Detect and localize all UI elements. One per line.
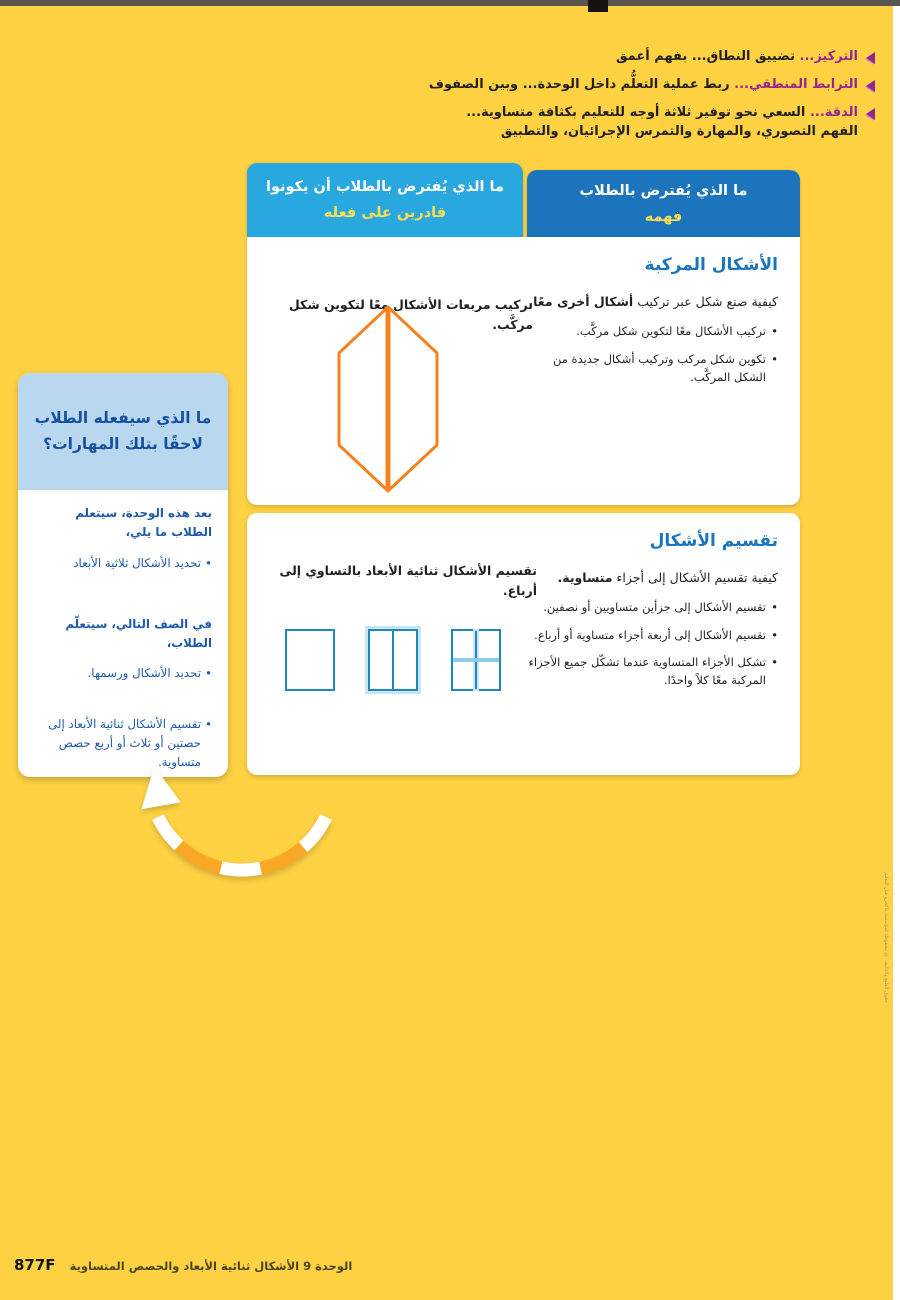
page-right-margin <box>893 6 900 1300</box>
curved-arrow-icon <box>112 760 352 895</box>
square-quarters-figure <box>451 629 501 691</box>
list-item: • تحديد الأشكال ثلاثية الأبعاد <box>34 554 212 573</box>
sidebar-body <box>18 490 228 772</box>
list-item: • تركيب الأشكال معًا لتكوين شكل مركَّب. <box>526 322 778 340</box>
top-edge-bar <box>0 0 900 6</box>
section-bullets <box>526 322 778 386</box>
header-what-students-can-do <box>247 163 523 237</box>
section-bullets <box>526 598 778 690</box>
section-title: تقسيم الأشكال <box>649 531 778 551</box>
partition-squares-figure <box>285 629 501 691</box>
square-halves-figure <box>368 629 418 691</box>
list-item: • تقسيم الأشكال ثنائية الأبعاد إلى حصتين أو ثلاث أو أربع حصص متساوية. <box>34 715 212 772</box>
bullet-text <box>616 48 858 67</box>
unit-title: الوحدة 9 الأشكال ثنائية الأبعاد والحصص المتساوية <box>69 1259 353 1273</box>
list-item <box>275 48 875 67</box>
intro-text: كيفية صنع شكل عبر تركيب <box>633 294 778 309</box>
header-line: ما الذي يُفترض بالطلاب <box>579 183 748 199</box>
list-item: • تقسيم الأشكال إلى جزأين متساويين أو نصفين. <box>526 598 778 616</box>
list-item <box>275 104 875 142</box>
bullet-triangle-icon <box>866 52 875 64</box>
bullet-body: ربط عملية التعلُّم داخل الوحدة... وبين الصفوف <box>428 76 730 92</box>
square-whole-figure <box>285 629 335 691</box>
partition-understand-column <box>526 531 778 699</box>
top-edge-tab <box>588 0 608 12</box>
hexagon-svg <box>333 303 443 495</box>
list-item <box>275 76 875 95</box>
bullet-keyword: التركيز... <box>799 49 858 64</box>
header-line: ما الذي يُفترض بالطلاب أن يكونوا <box>266 179 504 195</box>
bullet-keyword: الدقة... <box>809 104 858 120</box>
vertical-copyright-text: حقوق الطبع والتأليف © محفوظة لمؤسسة ماكجرو هيل للتعليم <box>883 872 889 1004</box>
sidebar-future-skills-card <box>18 373 228 777</box>
section-intro <box>526 291 778 312</box>
bullet-triangle-icon <box>866 80 875 92</box>
bullet-body: تضييق النطاق... بفهم أعمق <box>615 49 795 64</box>
bullet-triangle-icon <box>866 108 875 120</box>
header-accent: فهمه <box>644 208 683 225</box>
header-what-students-understand <box>527 170 800 237</box>
composite-figure-caption: تركيب مربعات الأشكال معًا لتكوين شكل مركَّب. <box>288 297 533 332</box>
list-item: • تحديد الأشكال ورسمها. <box>34 664 212 683</box>
sidebar-section-heading: في الصف التالي، سيتعلّم الطلاب، <box>65 616 212 650</box>
intro-text-bold: أشكال أخرى معًا. <box>528 294 634 309</box>
section-intro <box>526 567 778 588</box>
bullet-keyword: الترابط المنطقي... <box>734 76 858 92</box>
bullet-body-line2: الفهم التصوري، والمهارة والتمرس الإجرائيان، والتطبيق <box>500 123 858 139</box>
intro-text-bold: متساوية. <box>557 570 613 585</box>
list-item: • تكوين شكل مركب وتركيب أشكال جديدة من الشكل المركَّب. <box>526 350 778 387</box>
hexagon-figure <box>333 303 443 499</box>
page-number: 877F <box>14 1256 56 1274</box>
list-item: • تقسيم الأشكال إلى أربعة أجزاء متساوية أو أرباع. <box>526 626 778 644</box>
bullet-body: السعي نحو توفير ثلاثة أوجه للتعليم بكثافة متساوية... <box>466 104 806 120</box>
partition-figure-caption: تقسيم الأشكال ثنائية الأبعاد بالتساوي إلى أرباع. <box>279 563 537 598</box>
header-accent: قادرين على فعله <box>323 204 447 221</box>
rigor-bullet-list <box>275 48 875 150</box>
bullet-text <box>466 104 858 142</box>
card-partition-shapes <box>247 513 800 775</box>
section-title: الأشكال المركبة <box>644 255 778 275</box>
intro-text: كيفية تقسيم الأشكال إلى أجزاء <box>612 570 778 585</box>
sidebar-title: ما الذي سيفعله الطلاب لاحقًا بتلك المهارات؟ <box>18 373 228 490</box>
list-item: • تشكل الأجزاء المتساوية عندما تشكّل جميع الأجزاء المركبة معًا كلاً واحدًا. <box>526 653 778 690</box>
page-footer <box>14 1256 352 1274</box>
bullet-text <box>429 76 858 95</box>
card-composite-shapes <box>247 237 800 505</box>
composite-understand-column <box>526 255 778 395</box>
sidebar-section-heading: بعد هذه الوحدة، سيتعلم الطلاب ما يلي، <box>75 506 212 539</box>
